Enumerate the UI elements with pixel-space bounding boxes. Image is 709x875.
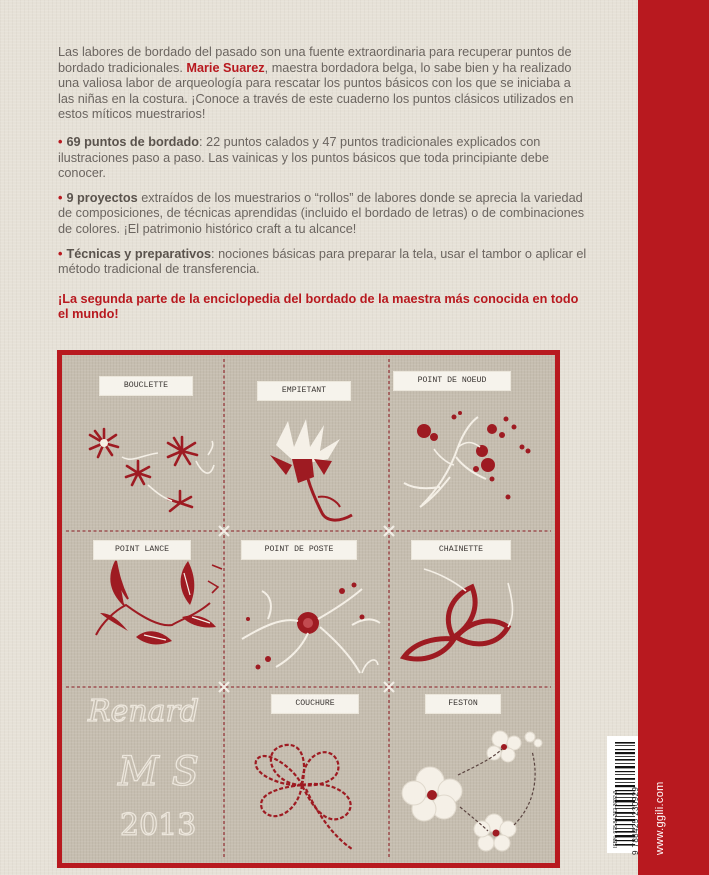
- feature-item: • 69 puntos de bordado: 22 puntos calados y 47 puntos tradicionales explicados con ilustraciones paso a paso. Las vainicas y los puntos básicos que toda principiante debe conocer.: [58, 134, 549, 181]
- author-name: Marie Suarez: [186, 60, 265, 75]
- chainette-leaf: [404, 569, 513, 659]
- couchure-flower: [256, 745, 352, 849]
- back-cover-text: [58, 45, 590, 335]
- bullet-icon: •: [58, 134, 63, 149]
- red-flower: [126, 461, 150, 485]
- feature-item: • Técnicas y preparativos: nociones básicas para preparar la tela, usar el tambor o aplicar el método tradicional de transferencia.: [58, 246, 587, 277]
- sampler-embroidery: [62, 355, 555, 863]
- bullet-icon: •: [58, 246, 63, 261]
- red-spine-band: [638, 0, 709, 875]
- bouclette-flowers: [90, 429, 214, 511]
- monogram: M S: [118, 749, 200, 795]
- script-word: Renard: [88, 694, 200, 729]
- ean-number: 9 788425 230929: [631, 786, 640, 855]
- intro-paragraph: Las labores de bordado del pasado son una fuente extraordinaria para recuperar puntos de bordado tradicionales. Marie Suarez, maestra bordadora belga, lo sabe bien y ha realizado una valiosa labor de arqueología para rescatar los puntos básicos con los que se iniciaba a las niñas en la costura. ¡Conoce a través de este cuaderno los puntos clásicos utilizados en estos míticos muestrarios!: [58, 45, 574, 122]
- tagline: ¡La segunda parte de la enciclopedia del bordado de la maestra más conocida en todo el mundo!: [58, 291, 579, 322]
- sampler-fabric: [62, 355, 555, 863]
- stitch-label-bouclette: BOUCLETTE: [100, 377, 192, 395]
- stitch-label-chainette: CHAINETTE: [412, 541, 510, 559]
- empietant-carnation: [270, 419, 352, 520]
- stitch-label-feston: FESTON: [426, 695, 500, 713]
- point-lance-leaves: [96, 561, 222, 644]
- year: 2013: [120, 808, 197, 843]
- isbn-text: ISBN: 978-84-252-3092-9: [613, 790, 619, 848]
- stitch-label-empietant: EMPIETANT: [258, 382, 350, 400]
- red-flower: [168, 437, 197, 465]
- embroidery-sampler-photo: [57, 350, 560, 868]
- feature-list: [58, 135, 590, 278]
- point-de-noeud-motif: [404, 411, 531, 507]
- whitework-letters: [87, 694, 199, 843]
- feature-item: • 9 proyectos extraídos de los muestrarios o “rollos” de labores donde se aprecia la variedad de composiciones, de técnicas aprendidas (incluido el bordado de letras) o de combinaciones de colores. ¡El patrimonio histórico craft a tu alcance!: [58, 190, 585, 236]
- stitch-label-couchure: COUCHURE: [272, 695, 358, 713]
- stitch-label-point-lance: POINT LANCE: [94, 541, 190, 559]
- bullet-icon: •: [58, 190, 63, 205]
- stitch-label-point-de-poste: POINT DE POSTE: [242, 541, 356, 559]
- website-url[interactable]: www.ggili.com: [654, 781, 666, 855]
- point-de-poste-motif: [242, 583, 380, 674]
- feston-flowers: [402, 731, 542, 851]
- stitch-label-point-de-noeud: POINT DE NOEUD: [394, 372, 510, 390]
